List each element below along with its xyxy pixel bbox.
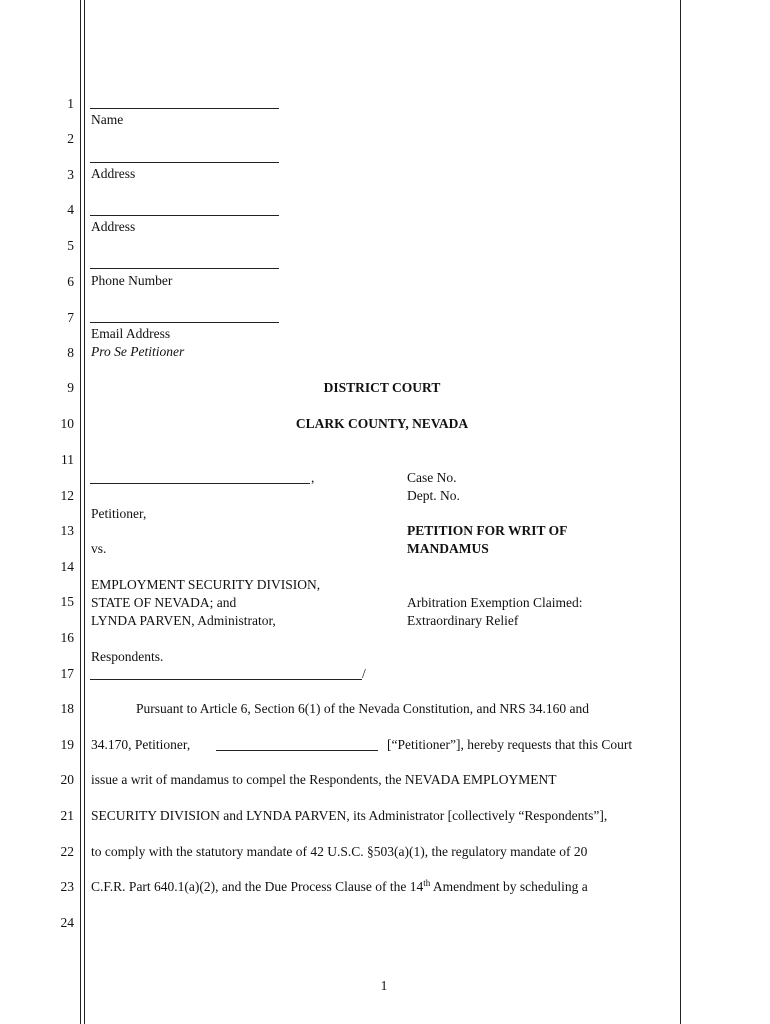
phone-blank-line xyxy=(90,268,279,269)
line-number: 21 xyxy=(60,808,74,823)
line-number: 23 xyxy=(60,879,74,894)
phone-label: Phone Number xyxy=(91,273,173,288)
line-number: 1 xyxy=(67,96,74,111)
petitioner-name-blank xyxy=(90,483,310,484)
petitioner-name-inline-blank xyxy=(216,750,378,751)
address-label: Address xyxy=(91,166,136,181)
page-number: 1 xyxy=(380,978,388,993)
body-line-20: issue a writ of mandamus to compel the Respondents, the NEVADA EMPLOYMENT xyxy=(91,772,557,787)
line-number: 13 xyxy=(60,523,74,538)
body-line-19a: 34.170, Petitioner, xyxy=(91,737,191,752)
line-number: 15 xyxy=(60,594,74,609)
line-number: 22 xyxy=(60,844,74,859)
address-blank-line-2 xyxy=(90,215,279,216)
line-number: 14 xyxy=(60,559,74,574)
line-number: 8 xyxy=(67,345,74,360)
court-county: CLARK COUNTY, NEVADA xyxy=(295,416,469,431)
ordinal-superscript: th xyxy=(423,878,431,888)
line-number: 7 xyxy=(67,310,74,325)
arbitration-exemption-line-2: Extraordinary Relief xyxy=(407,613,519,628)
arbitration-exemption-line-1: Arbitration Exemption Claimed: xyxy=(407,595,583,610)
caption-close-line xyxy=(90,679,362,680)
line-number: 2 xyxy=(67,131,74,146)
petitioner-comma: , xyxy=(311,470,315,485)
line-number: 12 xyxy=(60,488,74,503)
line-number: 24 xyxy=(60,915,74,930)
body-line-18: Pursuant to Article 6, Section 6(1) of the Nevada Constitution, and NRS 34.160 and xyxy=(136,701,589,716)
document-title-line-1: PETITION FOR WRIT OF xyxy=(407,523,568,538)
name-blank-line xyxy=(90,108,279,109)
vs-label: vs. xyxy=(91,541,107,556)
line-number: 5 xyxy=(67,238,74,253)
court-title: DISTRICT COURT xyxy=(323,380,441,395)
body-line-23-end: Amendment by scheduling a xyxy=(430,879,588,894)
line-number: 11 xyxy=(61,452,74,467)
left-margin-rule-outer xyxy=(80,0,81,1024)
body-line-23 xyxy=(91,879,588,895)
body-line-22: to comply with the statutory mandate of 42 U.S.C. §503(a)(1), the regulatory mandate of 20 xyxy=(91,844,588,859)
respondent-line-1: EMPLOYMENT SECURITY DIVISION, xyxy=(91,577,321,592)
name-label: Name xyxy=(91,112,124,127)
line-number: 16 xyxy=(60,630,74,645)
body-line-23-start: C.F.R. Part 640.1(a)(2), and the Due Process Clause of the 14 xyxy=(91,879,424,894)
respondent-line-2: STATE OF NEVADA; and xyxy=(91,595,237,610)
respondent-line-3: LYNDA PARVEN, Administrator, xyxy=(91,613,276,628)
case-number-label: Case No. xyxy=(407,470,457,485)
petitioner-label: Petitioner, xyxy=(91,506,147,521)
line-number: 4 xyxy=(67,202,74,217)
caption-slash: / xyxy=(362,666,366,681)
document-title-line-2: MANDAMUS xyxy=(407,541,489,556)
line-number: 3 xyxy=(67,167,74,182)
address-blank-line xyxy=(90,162,279,163)
pro-se-label: Pro Se Petitioner xyxy=(91,344,185,359)
email-label: Email Address xyxy=(91,326,171,341)
line-number: 18 xyxy=(60,701,74,716)
right-margin-rule xyxy=(680,0,681,1024)
email-blank-line xyxy=(90,322,279,323)
line-number: 10 xyxy=(60,416,74,431)
body-line-21: SECURITY DIVISION and LYNDA PARVEN, its Administrator [collectively “Respondents”], xyxy=(91,808,608,823)
body-line-19b: [“Petitioner”], hereby requests that this Court xyxy=(387,737,633,752)
address-label-2: Address xyxy=(91,219,136,234)
left-margin-rule-inner xyxy=(84,0,85,1024)
respondents-label: Respondents. xyxy=(91,649,164,664)
dept-number-label: Dept. No. xyxy=(407,488,460,503)
line-number: 6 xyxy=(67,274,74,289)
line-number: 19 xyxy=(60,737,74,752)
line-number: 9 xyxy=(67,380,74,395)
line-number: 20 xyxy=(60,772,74,787)
line-number: 17 xyxy=(60,666,74,681)
